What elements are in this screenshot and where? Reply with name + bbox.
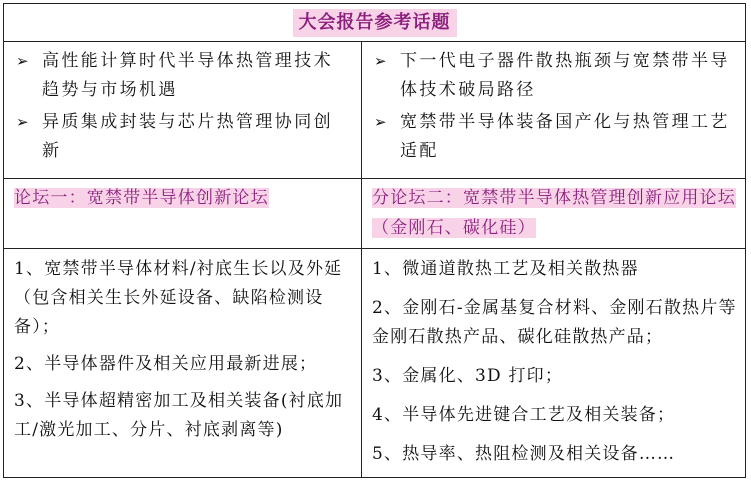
list-item: 3、半导体超精密加工及相关装备(衬底加工/激光加工、分片、衬底剥离等) bbox=[14, 391, 344, 440]
topic-text: 异质集成封装与芯片热管理协同创新 bbox=[42, 112, 333, 161]
topic-text: 下一代电子器件散热瓶颈与宽禁带半导体技术破局路径 bbox=[400, 51, 730, 100]
list-item: 2、金刚石-金属基复合材料、金刚石散热片等金刚石散热产品、碳化硅散热产品； bbox=[372, 298, 737, 347]
forum-two-title: 分论坛二：宽禁带半导体热管理创新应用论坛（金刚石、碳化硅） bbox=[372, 188, 736, 238]
topic-item bbox=[362, 108, 745, 166]
topic-item bbox=[4, 108, 361, 166]
forum-one-title: 论坛一：宽禁带半导体创新论坛 bbox=[14, 188, 269, 208]
forum-one-items bbox=[4, 249, 362, 477]
report-topics-row bbox=[4, 42, 745, 179]
forum-two-items bbox=[362, 249, 745, 477]
arrow-bullet-icon: ➢ bbox=[16, 113, 29, 131]
list-item: 3、金属化、3D 打印； bbox=[372, 366, 564, 386]
forum-items-row bbox=[4, 249, 745, 477]
topic-text: 宽禁带半导体装备国产化与热管理工艺适配 bbox=[400, 112, 730, 161]
table-title-row bbox=[4, 4, 745, 42]
list-item: 4、半导体先进键合工艺及相关装备； bbox=[372, 405, 676, 425]
table-title: 大会报告参考话题 bbox=[293, 9, 457, 37]
list-item: 2、半导体器件及相关应用最新进展； bbox=[14, 354, 318, 374]
arrow-bullet-icon: ➢ bbox=[374, 113, 387, 131]
forum-two-cell bbox=[362, 179, 745, 248]
arrow-bullet-icon: ➢ bbox=[16, 52, 29, 70]
report-topics-left bbox=[4, 42, 362, 178]
arrow-bullet-icon: ➢ bbox=[374, 52, 387, 70]
list-item: 5、热导率、热阻检测及相关设备…… bbox=[372, 444, 676, 464]
topic-item bbox=[362, 47, 745, 105]
list-item: 1、微通道散热工艺及相关散热器 bbox=[372, 259, 639, 279]
topics-table bbox=[3, 3, 746, 478]
forum-header-row bbox=[4, 179, 745, 249]
forum-one-cell bbox=[4, 179, 362, 248]
topic-text: 高性能计算时代半导体热管理技术趋势与市场机遇 bbox=[42, 51, 333, 100]
topic-item bbox=[4, 47, 361, 105]
list-item: 1、宽禁带半导体材料/衬底生长以及外延（包含相关生长外延设备、缺陷检测设备）； bbox=[14, 259, 343, 337]
report-topics-right bbox=[362, 42, 745, 178]
